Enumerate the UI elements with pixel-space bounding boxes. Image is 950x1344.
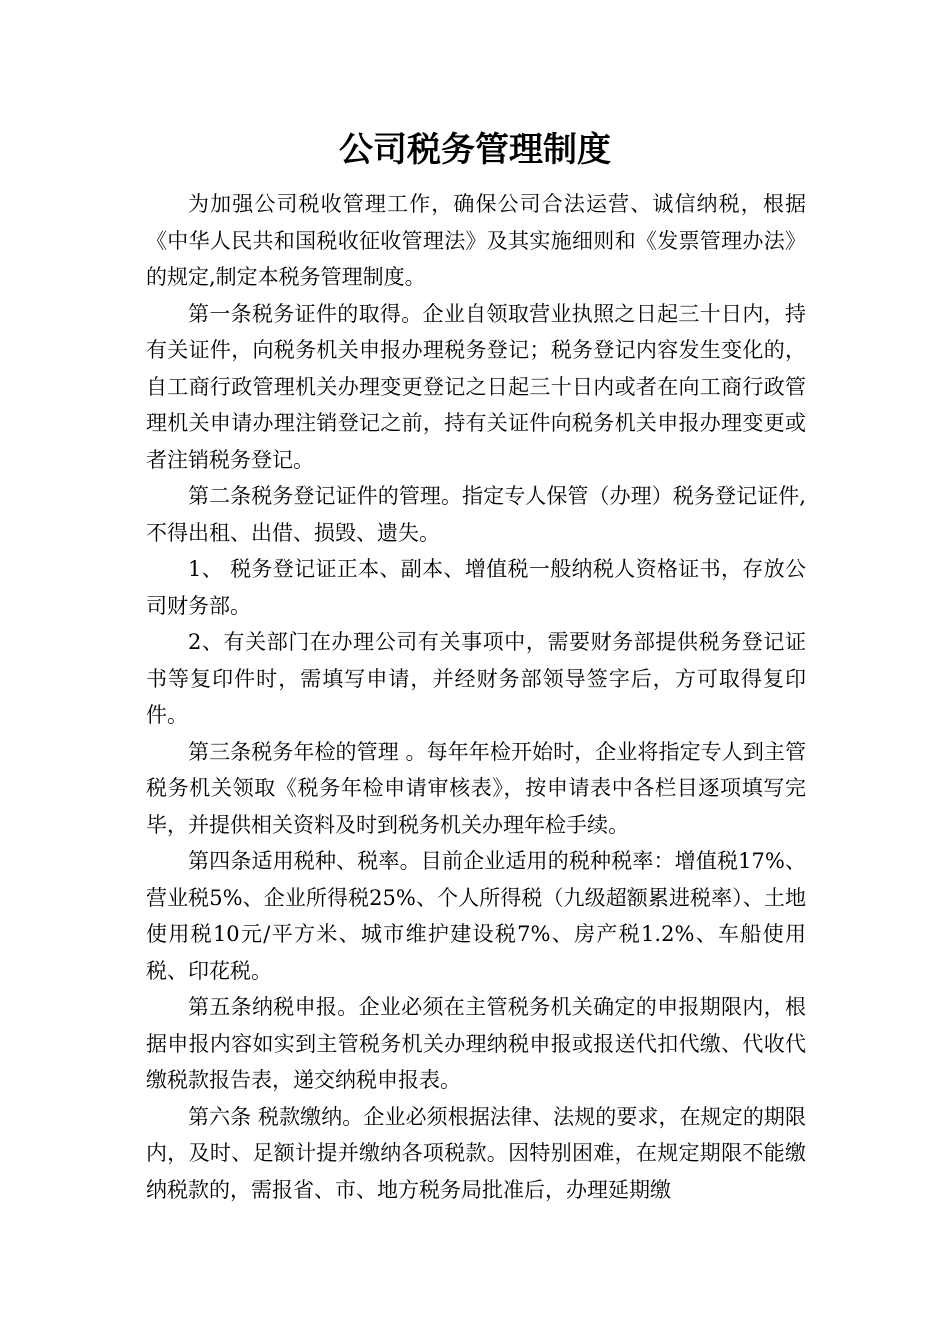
document-title: 公司税务管理制度 xyxy=(339,130,611,170)
paragraph-article-4: 第四条适用税种、税率。目前企业适用的税种税率：增值税17%、营业税5%、企业所得税25%、个人所得税（九级超额累进税率）、土地使用税10元/平方米、城市维护建设税7%、房产税1.2%、车船使用税、印花税。 xyxy=(146,849,806,983)
paragraph-article-5: 第五条纳税申报。企业必须在主管税务机关确定的申报期限内，根据申报内容如实到主管税务机关办理纳税申报或报送代扣代缴、代收代缴税款报告表，递交纳税申报表。 xyxy=(146,995,806,1092)
paragraph-intro: 为加强公司税收管理工作，确保公司合法运营、诚信纳税，根据《中华人民共和国税收征收管理法》及其实施细则和《发票管理办法》的规定,制定本税务管理制度。 xyxy=(146,192,806,289)
paragraph-article-2-item-1: 1、 税务登记证正本、副本、增值税一般纳税人资格证书，存放公司财务部。 xyxy=(146,557,806,618)
paragraph-article-2: 第二条税务登记证件的管理。指定专人保管（办理）税务登记证件,不得出租、出借、损毁、遗失。 xyxy=(146,484,806,545)
document-body xyxy=(146,186,806,1208)
paragraph-article-2-item-2: 2、有关部门在办理公司有关事项中，需要财务部提供税务登记证书等复印件时，需填写申请，并经财务部领导签字后，方可取得复印件。 xyxy=(146,630,806,727)
paragraph-article-6: 第六条 税款缴纳。企业必须根据法律、法规的要求，在规定的期限内，及时、足额计提并缴纳各项税款。因特别困难，在规定期限不能缴纳税款的，需报省、市、地方税务局批准后，办理延期缴 xyxy=(146,1104,806,1202)
paragraph-article-3: 第三条税务年检的管理 。每年年检开始时，企业将指定专人到主管税务机关领取《税务年检申请审核表》，按申请表中各栏目逐项填写完毕，并提供相关资料及时到税务机关办理年检手续。 xyxy=(146,739,806,837)
paragraph-article-1: 第一条税务证件的取得。企业自领取营业执照之日起三十日内，持有关证件，向税务机关申报办理税务登记；税务登记内容发生变化的，自工商行政管理机关办理变更登记之日起三十日内或者在向工商行政管理机关申请办理注销登记之前，持有关证件向税务机关申报办理变更或者注销税务登记。 xyxy=(146,301,806,472)
